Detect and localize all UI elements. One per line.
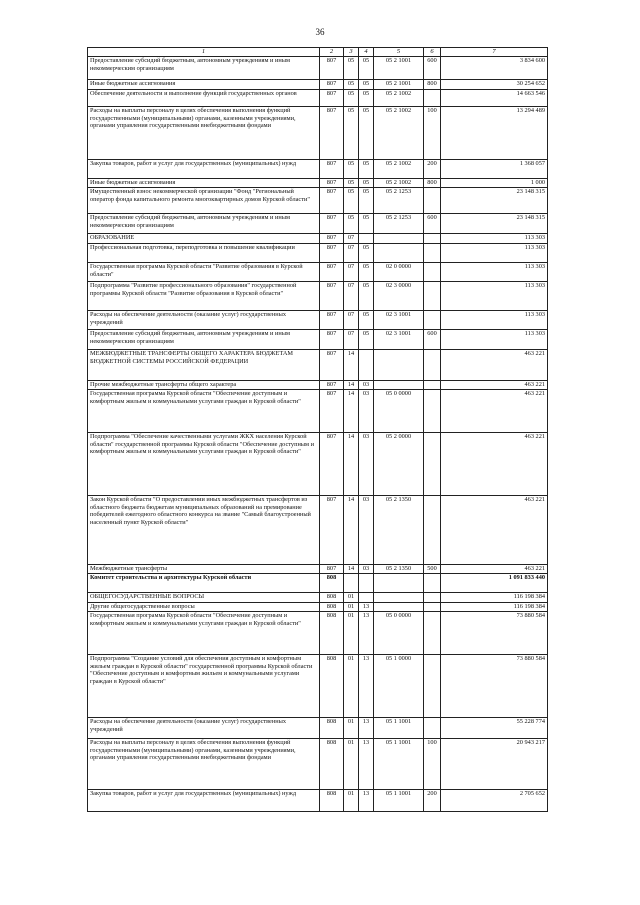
row-expense-type	[424, 655, 441, 718]
row-expense-type	[424, 311, 441, 330]
row-admin-code: 808	[320, 739, 344, 790]
row-subsection: 05	[359, 57, 374, 80]
header-cell: 7	[441, 48, 548, 57]
table-row	[88, 381, 548, 390]
row-name: Межбюджетные трансферты	[88, 565, 320, 574]
header-cell: 3	[344, 48, 359, 57]
row-subsection: 05	[359, 80, 374, 90]
row-admin-code: 807	[320, 107, 344, 160]
row-admin-code: 807	[320, 350, 344, 381]
row-target-code: 02 3 1001	[374, 330, 424, 350]
table-row	[88, 263, 548, 282]
row-amount: 116 198 384	[441, 603, 548, 612]
row-subsection: 05	[359, 311, 374, 330]
row-admin-code: 807	[320, 496, 344, 565]
row-name: Иные бюджетные ассигнования	[88, 179, 320, 188]
row-target-code: 05 2 1001	[374, 57, 424, 80]
row-section: 07	[344, 311, 359, 330]
row-amount: 113 303	[441, 244, 548, 263]
row-expense-type	[424, 390, 441, 433]
table-row	[88, 179, 548, 188]
row-target-code: 05 0 0000	[374, 390, 424, 433]
row-amount: 1 000	[441, 179, 548, 188]
row-amount: 73 880 584	[441, 612, 548, 655]
row-section: 07	[344, 330, 359, 350]
table-row	[88, 244, 548, 263]
row-admin-code: 808	[320, 718, 344, 739]
row-section: 05	[344, 57, 359, 80]
table-row	[88, 282, 548, 311]
row-subsection: 05	[359, 90, 374, 107]
table-row	[88, 80, 548, 90]
row-name: Расходы на выплаты персоналу в целях обеспечения выполнения функций государственными (муниципальными) органами, казенными учреждениями, органами управления государственными внебюджетными фондами	[88, 107, 320, 160]
row-name: Предоставление субсидий бюджетным, автономным учреждениям и иным некоммерческим организациям	[88, 330, 320, 350]
row-amount: 14 663 546	[441, 90, 548, 107]
row-admin-code: 807	[320, 311, 344, 330]
table-row	[88, 214, 548, 234]
row-admin-code: 807	[320, 330, 344, 350]
row-subsection: 05	[359, 263, 374, 282]
row-expense-type	[424, 188, 441, 214]
row-amount: 13 294 489	[441, 107, 548, 160]
row-subsection: 05	[359, 188, 374, 214]
table-row	[88, 790, 548, 812]
row-amount: 463 221	[441, 390, 548, 433]
budget-table	[87, 47, 548, 812]
row-expense-type: 600	[424, 214, 441, 234]
row-amount: 23 148 315	[441, 214, 548, 234]
row-target-code	[374, 234, 424, 244]
row-expense-type	[424, 603, 441, 612]
row-subsection: 03	[359, 433, 374, 496]
row-expense-type	[424, 574, 441, 593]
row-name: Расходы на обеспечение деятельности (оказание услуг) государственных учреждений	[88, 311, 320, 330]
row-subsection: 03	[359, 496, 374, 565]
header-cell: 6	[424, 48, 441, 57]
table-row	[88, 330, 548, 350]
row-amount: 1 368 057	[441, 160, 548, 179]
row-subsection: 13	[359, 790, 374, 812]
row-name: Предоставление субсидий бюджетным, автономным учреждениям и иным некоммерческим организациям	[88, 214, 320, 234]
table-row	[88, 612, 548, 655]
row-subsection	[359, 593, 374, 603]
row-subsection	[359, 574, 374, 593]
row-amount: 23 148 315	[441, 188, 548, 214]
table-row	[88, 107, 548, 160]
row-name: ОБРАЗОВАНИЕ	[88, 234, 320, 244]
row-subsection	[359, 350, 374, 381]
row-section: 14	[344, 381, 359, 390]
row-expense-type: 600	[424, 330, 441, 350]
row-section: 07	[344, 263, 359, 282]
row-section: 01	[344, 739, 359, 790]
row-section	[344, 574, 359, 593]
table-row	[88, 603, 548, 612]
row-admin-code: 807	[320, 565, 344, 574]
row-section: 01	[344, 612, 359, 655]
table-row	[88, 565, 548, 574]
row-expense-type: 200	[424, 160, 441, 179]
row-amount: 113 303	[441, 263, 548, 282]
row-section: 01	[344, 593, 359, 603]
row-amount: 73 880 584	[441, 655, 548, 718]
table-row	[88, 593, 548, 603]
row-target-code: 05 1 1001	[374, 790, 424, 812]
row-expense-type	[424, 496, 441, 565]
row-subsection: 05	[359, 282, 374, 311]
row-subsection: 05	[359, 214, 374, 234]
row-name: Профессиональная подготовка, переподготовка и повышение квалификации	[88, 244, 320, 263]
row-admin-code: 807	[320, 188, 344, 214]
table-row	[88, 390, 548, 433]
row-target-code: 05 2 1253	[374, 188, 424, 214]
row-expense-type	[424, 282, 441, 311]
row-amount: 30 254 652	[441, 80, 548, 90]
row-amount: 113 303	[441, 330, 548, 350]
row-subsection: 13	[359, 612, 374, 655]
row-name: Государственная программа Курской области "Обеспечение доступным и комфортным жильем и коммунальными услугами граждан в Курской области"	[88, 390, 320, 433]
row-section: 01	[344, 718, 359, 739]
row-amount: 3 834 600	[441, 57, 548, 80]
row-admin-code: 807	[320, 282, 344, 311]
row-subsection: 05	[359, 107, 374, 160]
row-expense-type: 100	[424, 107, 441, 160]
row-name: Имущественный взнос некоммерческой организации "Фонд "Региональный оператор фонда капитального ремонта многоквартирных домов Курской области"	[88, 188, 320, 214]
row-section: 01	[344, 655, 359, 718]
row-target-code	[374, 350, 424, 381]
row-target-code: 05 2 1002	[374, 90, 424, 107]
row-section: 14	[344, 390, 359, 433]
row-admin-code: 808	[320, 790, 344, 812]
row-name: Государственная программа Курской области "Обеспечение доступным и комфортным жильем и коммунальными услугами граждан в Курской области"	[88, 612, 320, 655]
row-amount: 463 221	[441, 433, 548, 496]
row-subsection: 03	[359, 390, 374, 433]
row-target-code: 05 1 1001	[374, 718, 424, 739]
row-target-code: 05 1 1001	[374, 739, 424, 790]
row-subsection: 13	[359, 718, 374, 739]
row-target-code: 05 1 0000	[374, 655, 424, 718]
row-amount: 463 221	[441, 496, 548, 565]
row-expense-type: 600	[424, 57, 441, 80]
row-section: 05	[344, 90, 359, 107]
row-target-code: 05 2 1350	[374, 565, 424, 574]
table-row	[88, 655, 548, 718]
row-target-code	[374, 593, 424, 603]
row-target-code: 05 2 1253	[374, 214, 424, 234]
row-name: Прочие межбюджетные трансферты общего характера	[88, 381, 320, 390]
row-subsection: 13	[359, 739, 374, 790]
row-section: 14	[344, 565, 359, 574]
row-subsection: 05	[359, 330, 374, 350]
row-subsection: 13	[359, 655, 374, 718]
row-admin-code: 808	[320, 612, 344, 655]
row-expense-type: 800	[424, 80, 441, 90]
row-admin-code: 807	[320, 214, 344, 234]
row-expense-type	[424, 612, 441, 655]
row-target-code: 02 0 0000	[374, 263, 424, 282]
row-expense-type	[424, 90, 441, 107]
row-admin-code: 807	[320, 244, 344, 263]
row-subsection: 03	[359, 381, 374, 390]
row-target-code: 05 2 1001	[374, 80, 424, 90]
row-name: Закупка товаров, работ и услуг для государственных (муниципальных) нужд	[88, 160, 320, 179]
row-expense-type	[424, 244, 441, 263]
row-admin-code: 807	[320, 80, 344, 90]
table-row	[88, 311, 548, 330]
row-admin-code: 807	[320, 90, 344, 107]
row-name: Расходы на обеспечение деятельности (оказание услуг) государственных учреждений	[88, 718, 320, 739]
row-subsection: 03	[359, 565, 374, 574]
row-subsection: 05	[359, 244, 374, 263]
row-section: 01	[344, 790, 359, 812]
row-target-code: 02 3 0000	[374, 282, 424, 311]
row-admin-code: 807	[320, 160, 344, 179]
row-admin-code: 808	[320, 655, 344, 718]
row-target-code: 02 3 1001	[374, 311, 424, 330]
row-expense-type: 800	[424, 179, 441, 188]
table-row	[88, 718, 548, 739]
row-expense-type: 500	[424, 565, 441, 574]
row-name: Подпрограмма "Создание условий для обеспечения доступным и комфортным жильем граждан в Курской области" государственной программы Курской области "Обеспечение доступным и комфортным жильем и коммунальными услугами граждан в Курской области"	[88, 655, 320, 718]
row-subsection: 13	[359, 603, 374, 612]
row-section: 05	[344, 160, 359, 179]
row-admin-code: 808	[320, 593, 344, 603]
row-name: МЕЖБЮДЖЕТНЫЕ ТРАНСФЕРТЫ ОБЩЕГО ХАРАКТЕРА БЮДЖЕТАМ БЮДЖЕТНОЙ СИСТЕМЫ РОССИЙСКОЙ ФЕДЕРАЦИИ	[88, 350, 320, 381]
row-section: 14	[344, 433, 359, 496]
row-admin-code: 808	[320, 603, 344, 612]
table-row	[88, 234, 548, 244]
row-section: 07	[344, 244, 359, 263]
row-amount: 463 221	[441, 565, 548, 574]
row-name: Обеспечение деятельности и выполнение функций государственных органов	[88, 90, 320, 107]
row-expense-type	[424, 381, 441, 390]
row-admin-code: 807	[320, 263, 344, 282]
row-expense-type	[424, 593, 441, 603]
table-row	[88, 90, 548, 107]
row-expense-type	[424, 263, 441, 282]
row-subsection: 05	[359, 179, 374, 188]
row-admin-code: 807	[320, 234, 344, 244]
row-amount: 116 198 384	[441, 593, 548, 603]
row-amount: 113 303	[441, 234, 548, 244]
row-target-code: 05 2 1350	[374, 496, 424, 565]
row-admin-code: 808	[320, 574, 344, 593]
row-expense-type	[424, 350, 441, 381]
row-amount: 1 091 833 440	[441, 574, 548, 593]
row-expense-type: 100	[424, 739, 441, 790]
row-amount: 55 228 774	[441, 718, 548, 739]
table-row	[88, 574, 548, 593]
row-expense-type	[424, 234, 441, 244]
row-name: Комитет строительства и архитектуры Курской области	[88, 574, 320, 593]
row-admin-code: 807	[320, 381, 344, 390]
row-target-code	[374, 603, 424, 612]
table-row	[88, 160, 548, 179]
table-row	[88, 739, 548, 790]
table-row	[88, 433, 548, 496]
row-amount: 2 705 652	[441, 790, 548, 812]
row-section: 01	[344, 603, 359, 612]
row-name: Закон Курской области "О предоставлении иных межбюджетных трансфертов из областного бюджета бюджетам муниципальных образований на премирование победителей ежегодного областного конкурса на звание "Самый благоустроенный населенный пункт Курской области"	[88, 496, 320, 565]
row-section: 05	[344, 188, 359, 214]
row-amount: 113 303	[441, 282, 548, 311]
header-cell: 4	[359, 48, 374, 57]
row-name: Другие общегосударственные вопросы	[88, 603, 320, 612]
header-cell: 5	[374, 48, 424, 57]
row-name: Иные бюджетные ассигнования	[88, 80, 320, 90]
row-expense-type	[424, 433, 441, 496]
row-section: 07	[344, 234, 359, 244]
row-subsection: 05	[359, 160, 374, 179]
row-admin-code: 807	[320, 179, 344, 188]
table-row	[88, 57, 548, 80]
row-target-code	[374, 574, 424, 593]
row-section: 05	[344, 179, 359, 188]
row-admin-code: 807	[320, 390, 344, 433]
row-name: Подпрограмма "Обеспечение качественными услугами ЖКХ населения Курской области" государственной программы Курской области "Обеспечение доступным и комфортным жильем и коммунальными услугами граждан в Курской области"	[88, 433, 320, 496]
row-name: Расходы на выплаты персоналу в целях обеспечения выполнения функций государственными (муниципальными) органами, казенными учреждениями, органами управления государственными внебюджетными фондами	[88, 739, 320, 790]
row-target-code: 05 0 0000	[374, 612, 424, 655]
row-section: 14	[344, 496, 359, 565]
row-target-code	[374, 244, 424, 263]
row-amount: 113 303	[441, 311, 548, 330]
row-expense-type	[424, 718, 441, 739]
row-amount: 20 943 217	[441, 739, 548, 790]
row-section: 05	[344, 107, 359, 160]
table-row	[88, 496, 548, 565]
header-cell: 1	[88, 48, 320, 57]
row-name: Подпрограмма "Развитие профессионального образования" государственной программы Курской области "Развитие образования в Курской области"	[88, 282, 320, 311]
header-row	[88, 48, 548, 57]
table-row	[88, 188, 548, 214]
table-row	[88, 350, 548, 381]
row-amount: 463 221	[441, 350, 548, 381]
page-number: 36	[315, 27, 325, 37]
row-name: Закупка товаров, работ и услуг для государственных (муниципальных) нужд	[88, 790, 320, 812]
row-target-code: 05 2 1002	[374, 179, 424, 188]
row-expense-type: 200	[424, 790, 441, 812]
row-section: 05	[344, 80, 359, 90]
row-name: Государственная программа Курской области "Развитие образования в Курской области"	[88, 263, 320, 282]
row-admin-code: 807	[320, 433, 344, 496]
row-section: 05	[344, 214, 359, 234]
row-section: 14	[344, 350, 359, 381]
row-subsection	[359, 234, 374, 244]
row-target-code: 05 2 1002	[374, 160, 424, 179]
row-target-code	[374, 381, 424, 390]
row-admin-code: 807	[320, 57, 344, 80]
row-target-code: 05 2 0000	[374, 433, 424, 496]
header-cell: 2	[320, 48, 344, 57]
row-amount: 463 221	[441, 381, 548, 390]
row-name: ОБЩЕГОСУДАРСТВЕННЫЕ ВОПРОСЫ	[88, 593, 320, 603]
row-section: 07	[344, 282, 359, 311]
row-name: Предоставление субсидий бюджетным, автономным учреждениям и иным некоммерческим организациям	[88, 57, 320, 80]
row-target-code: 05 2 1002	[374, 107, 424, 160]
